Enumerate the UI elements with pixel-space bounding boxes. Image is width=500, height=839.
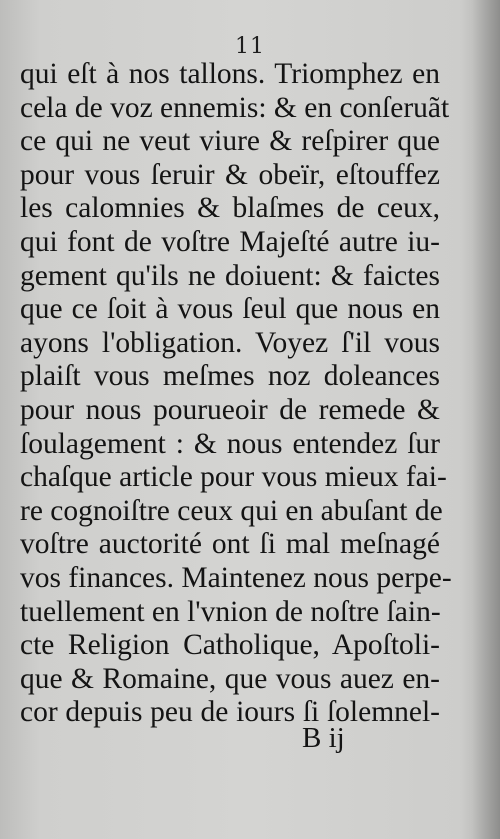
text-line: que ce ſoit à vous ſeul que nous en [20, 293, 440, 326]
text-line: ayons l'obligation. Voyez ſ'il vous [20, 326, 440, 359]
text-line: ce qui ne veut viure & reſpirer que [20, 125, 440, 158]
text-line: pour nous pourueoir de remede & [20, 393, 440, 426]
text-line: cela de voz ennemis: & en conſeruãt [20, 91, 450, 124]
text-line: re cognoiſtre ceux qui en abuſant de [20, 494, 443, 527]
body-text [20, 58, 452, 730]
text-line: chaſque article pour vous mieux fai- [20, 461, 447, 494]
text-line: cte Religion Catholique, Apoſtoli- [20, 629, 440, 662]
text-line: gement qu'ils ne doiuent: & faictes [20, 259, 440, 292]
page-edge-shadow [472, 0, 500, 839]
text-line: ſoulagement : & nous entendez ſur [20, 427, 440, 460]
text-line: les calomnies & blaſmes de ceux, [20, 192, 440, 225]
text-line: que & Romaine, que vous auez en- [20, 662, 440, 695]
text-line: plaiſt vous meſmes noz doleances [20, 360, 440, 393]
text-line: cor depuis peu de iours ſi ſolemnel- [20, 696, 440, 729]
text-line: qui eſt à nos tallons. Triomphez en [20, 58, 440, 90]
signature-mark: B ij [302, 722, 345, 754]
text-line: qui font de voſtre Majeſté autre iu- [20, 225, 440, 258]
text-line: pour vous ſeruir & obeïr, eſtouffez [20, 158, 440, 191]
text-line: vos finances. Maintenez nous perpe- [20, 561, 452, 594]
text-line: tuellement en l'vnion de noſtre ſain- [20, 595, 441, 628]
page-number: 11 [235, 34, 265, 59]
text-line: voſtre auctorité ont ſi mal meſnagé [20, 528, 440, 561]
